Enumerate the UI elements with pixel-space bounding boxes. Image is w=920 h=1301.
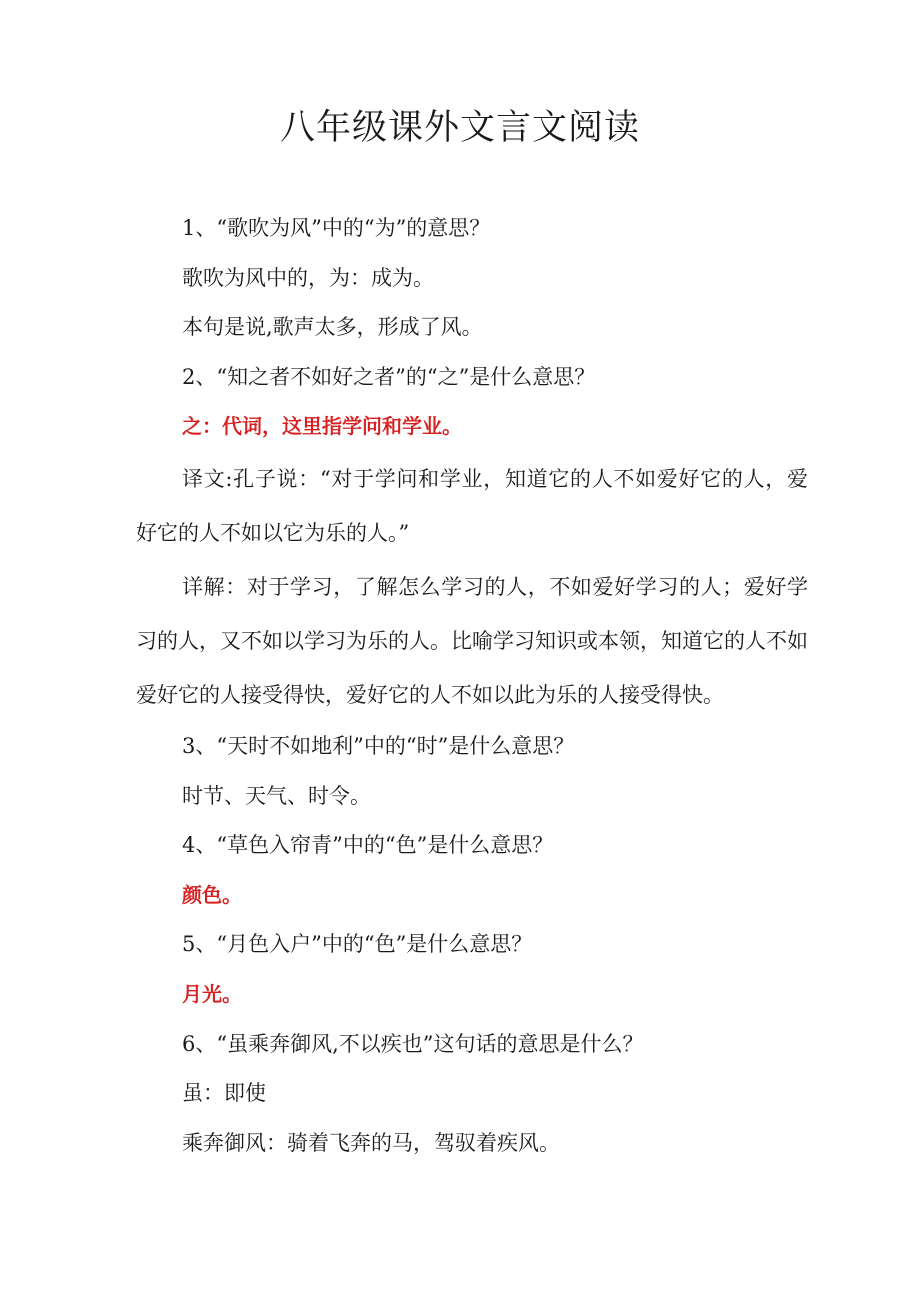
question-5: 5、“月色入户”中的“色”是什么意思？ bbox=[182, 932, 533, 957]
answer-1-line-1: 歌吹为风中的，为：成为。 bbox=[182, 265, 434, 290]
page-title: 八年级课外文言文阅读 bbox=[279, 108, 640, 148]
answer-5: 月光。 bbox=[182, 981, 242, 1006]
answer-2: 之：代词，这里指学问和学业。 bbox=[182, 414, 462, 439]
answer-1-line-2: 本句是说,歌声太多，形成了风。 bbox=[182, 315, 483, 340]
answer-4: 颜色。 bbox=[182, 882, 242, 907]
explanation-2: 详解：对于学习，了解怎么学习的人，不如爱好学习的人；爱好学习的人，又不如以学习为乐的人。比喻学习知识或本领，知道它的人不如爱好它的人接受得快，爱好它的人不如以此为乐的人接受得快。 bbox=[136, 574, 808, 707]
question-2: 2、“知之者不如好之者”的“之”是什么意思？ bbox=[182, 364, 596, 389]
question-1: 1、“歌吹为风”中的“为”的意思？ bbox=[182, 216, 491, 240]
answer-6-line-2: 乘奔御风：骑着飞奔的马，驾驭着疾风。 bbox=[182, 1130, 560, 1155]
question-4: 4、“草色入帘青”中的“色”是什么意思？ bbox=[182, 833, 554, 858]
answer-3: 时节、天气、时令。 bbox=[182, 783, 371, 808]
answer-6-line-1: 虽：即使 bbox=[182, 1081, 266, 1106]
question-3: 3、“天时不如地利”中的“时”是什么意思？ bbox=[182, 733, 575, 758]
document-body bbox=[136, 204, 808, 1168]
question-6: 6、“虽乘奔御风,不以疾也”这句话的意思是什么？ bbox=[182, 1031, 644, 1056]
translation-2: 译文:孔子说：“对于学问和学业，知道它的人不如爱好它的人，爱好它的人不如以它为乐的人。” bbox=[136, 466, 808, 545]
